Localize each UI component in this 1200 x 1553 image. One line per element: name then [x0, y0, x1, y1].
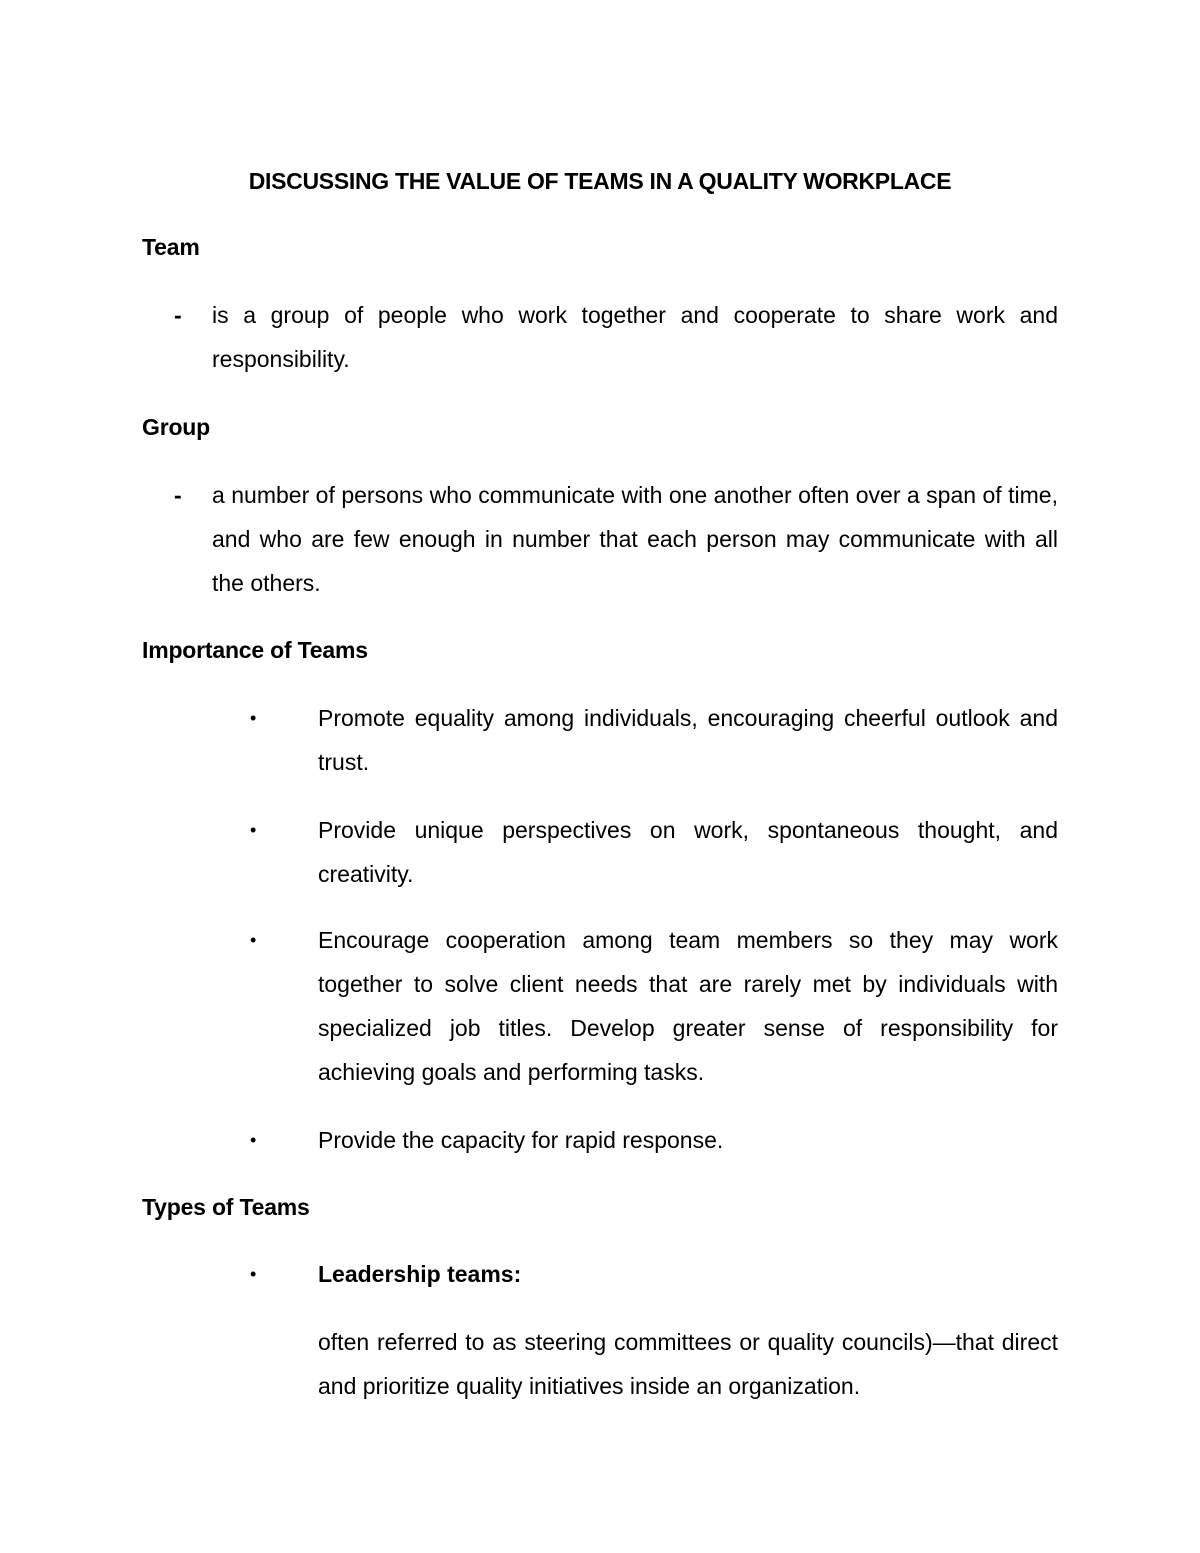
section-heading-group: Group [142, 414, 210, 440]
bullet-icon: • [250, 820, 257, 840]
bullet-icon: • [250, 930, 257, 950]
group-definition: a number of persons who communicate with one another often over a span of time, and who are few enough in number that each person may communicate with all the others. [212, 482, 1058, 596]
dash-marker: - [174, 482, 182, 508]
team-type-description: often referred to as steering committees or quality councils)—that direct and prioritize quality initiatives inside an organization. [318, 1329, 1058, 1399]
bullet-icon: • [250, 1130, 257, 1150]
dash-marker: - [174, 302, 182, 328]
team-definition: is a group of people who work together and cooperate to share work and responsibility. [212, 302, 1058, 372]
bullet-icon: • [250, 1264, 257, 1284]
section-heading-importance: Importance of Teams [142, 637, 368, 663]
importance-item: Promote equality among individuals, encouraging cheerful outlook and trust. [318, 705, 1058, 775]
importance-item: Provide unique perspectives on work, spontaneous thought, and creativity. [318, 817, 1058, 887]
importance-item: Provide the capacity for rapid response. [318, 1127, 724, 1153]
importance-item: Encourage cooperation among team members so they may work together to solve client needs that are rarely met by individuals with specialized job titles. Develop greater sense of responsibility for achieving goals and performing tasks. [318, 927, 1058, 1085]
section-heading-team: Team [142, 234, 200, 260]
bullet-icon: • [250, 708, 257, 728]
document-title: DISCUSSING THE VALUE OF TEAMS IN A QUALITY WORKPLACE [248, 168, 952, 194]
section-heading-types: Types of Teams [142, 1194, 310, 1220]
team-type-label: Leadership teams: [318, 1261, 522, 1287]
